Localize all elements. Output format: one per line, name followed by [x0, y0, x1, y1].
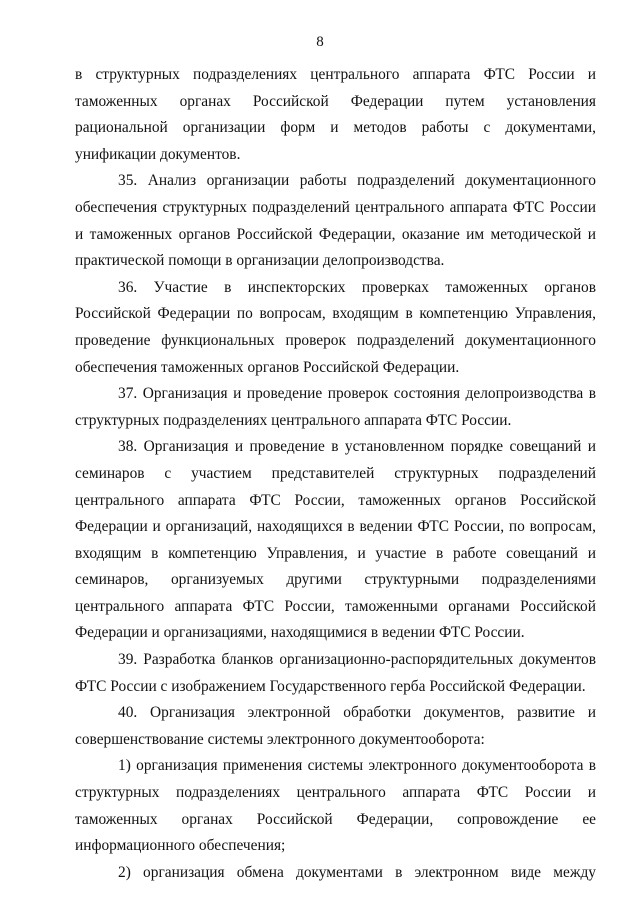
- paragraph-item-36: 36. Участие в инспекторских проверках таможенных органов Российской Федерации по вопросам, входящим в компетенцию Управления, проведение функциональных проверок подразделений документационного обеспечения таможенных органов Российской Федерации.: [75, 278, 596, 376]
- paragraph-item-40: 40. Организация электронной обработки документов, развитие и совершенствование системы электронного документооборота:: [75, 704, 596, 748]
- document-body: [75, 62, 596, 886]
- paragraph-item-35: 35. Анализ организации работы подразделений документационного обеспечения структурных подразделений центрального аппарата ФТС России и таможенных органов Российской Федерации, оказание им методической и практической помощи в организации делопроизводства.: [75, 172, 596, 270]
- paragraph-item-38: 38. Организация и проведение в установленном порядке совещаний и семинаров с участием представителей структурных подразделений центрального аппарата ФТС России, таможенных органов Российской Федерации и организаций, находящихся в ведении ФТС России, по вопросам, входящим в компетенцию Управления, и участие в работе совещаний и семинаров, организуемых другими структурными подразделениями центрального аппарата ФТС России, таможенными органами Российской Федерации и организациями, находящимися в ведении ФТС России.: [75, 438, 596, 642]
- paragraph-item-37: 37. Организация и проведение проверок состояния делопроизводства в структурных подразделениях центрального аппарата ФТС России.: [75, 385, 596, 429]
- page-number: 8: [316, 34, 324, 50]
- paragraph-item-39: 39. Разработка бланков организационно-распорядительных документов ФТС России с изображением Государственного герба Российской Федерации.: [75, 651, 596, 695]
- paragraph-subitem-1: 1) организация применения системы электронного документооборота в структурных подразделениях центрального аппарата ФТС России и таможенных органах Российской Федерации, сопровождение ее информационного обеспечения;: [75, 757, 596, 855]
- paragraph-subitem-2: 2) организация обмена документами в электронном виде между: [118, 863, 596, 881]
- paragraph-continuation: в структурных подразделениях центрального аппарата ФТС России и таможенных органах Российской Федерации путем установления рациональной организации форм и методов работы с документами, унификации документов.: [75, 66, 596, 163]
